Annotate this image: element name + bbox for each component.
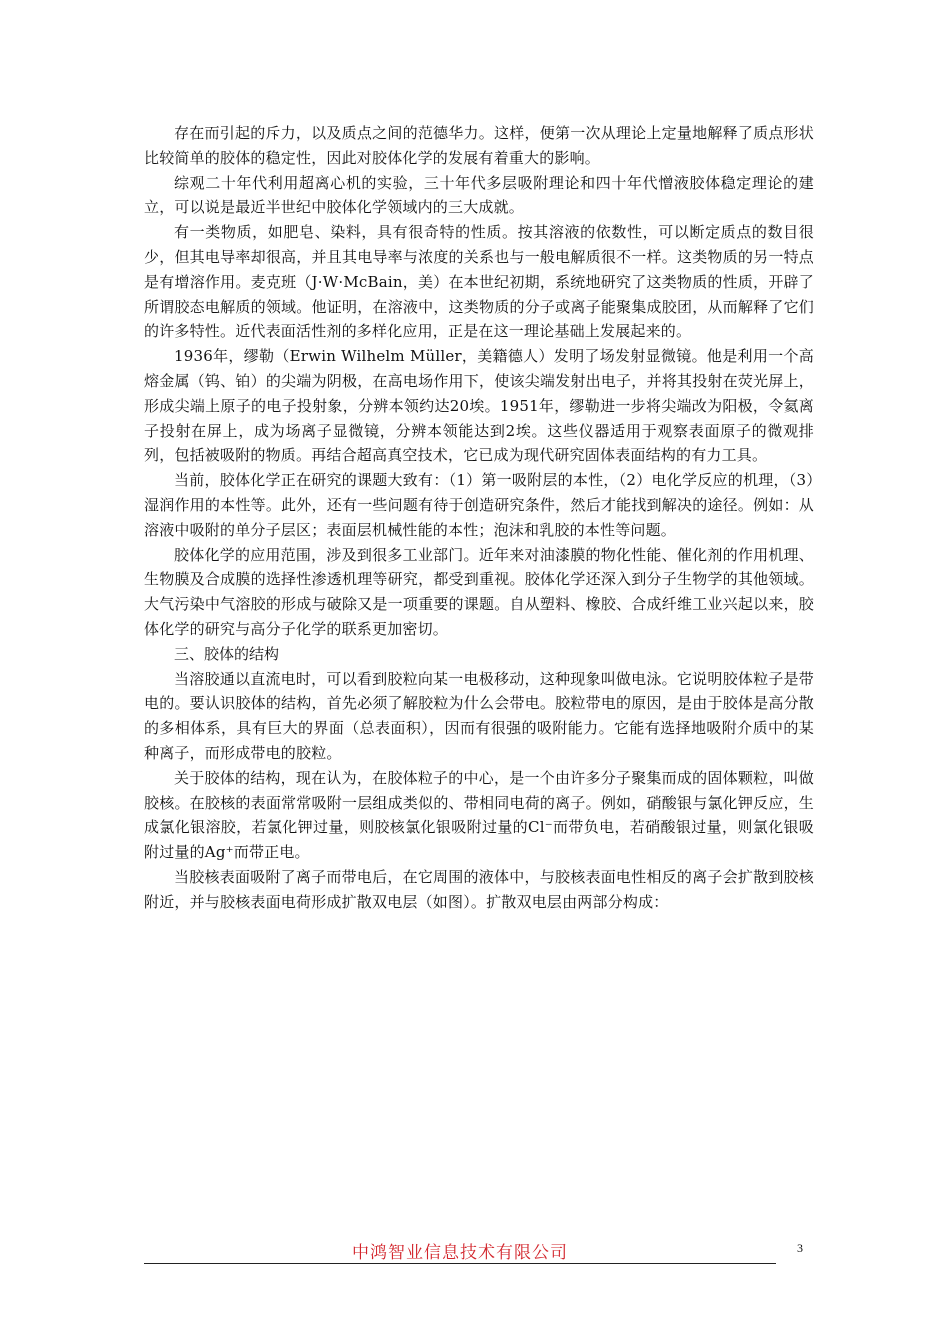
footer-divider: [144, 1263, 776, 1264]
paragraph-5: 当前，胶体化学正在研究的课题大致有：（1）第一吸附层的本性，（2）电化学反应的机理，（3）湿润作用的本性等。此外，还有一些问题有待于创造研究条件，然后才能找到解决的途径。例如：从溶液中吸附的单分子层区；表面层机械性能的本性；泡沫和乳胶的本性等问题。: [144, 471, 814, 539]
section-heading: 三、胶体的结构: [174, 644, 280, 663]
paragraph-4: 1936年，缪勒（Erwin Wilhelm Müller，美籍德人）发明了场发射显微镜。他是利用一个高熔金属（钨、铂）的尖端为阴极，在高电场作用下，使该尖端发射出电子，并将其投射在荧光屏上，形成尖端上原子的电子投射象，分辨本领约达20埃。1951年，缪勒进一步将尖端改为阳极，令氦离子投射在屏上，成为场离子显微镜，分辨本领能达到2埃。这些仪器适用于观察表面原子的微观排列，包括被吸附的物质。再结合超高真空技术，它已成为现代研究固体表面结构的有力工具。: [144, 347, 814, 465]
paragraph-3: 有一类物质，如肥皂、染料，具有很奇特的性质。按其溶液的依数性，可以断定质点的数目很少，但其电导率却很高，并且其电导率与浓度的关系也与一般电解质很不一样。这类物质的另一特点是有增溶作用。麦克班（J·W·McBain，美）在本世纪初期，系统地研究了这类物质的性质，开辟了所谓胶态电解质的领域。他证明，在溶液中，这类物质的分子或离子能聚集成胶团，从而解释了它们的许多特性。近代表面活性剂的多样化应用，正是在这一理论基础上发展起来的。: [144, 223, 814, 341]
paragraph-7: 当溶胶通以直流电时，可以看到胶粒向某一电极移动，这种现象叫做电泳。它说明胶体粒子是带电的。要认识胶体的结构，首先必须了解胶粒为什么会带电。胶粒带电的原因，是由于胶体是高分散的多相体系，具有巨大的界面（总表面积），因而有很强的吸附能力。它能有选择地吸附介质中的某种离子，而形成带电的胶粒。: [144, 669, 814, 762]
paragraph-1: 存在而引起的斥力，以及质点之间的范德华力。这样，便第一次从理论上定量地解释了质点形状比较简单的胶体的稳定性，因此对胶体化学的发展有着重大的影响。: [144, 124, 814, 167]
document-body: [144, 121, 814, 915]
paragraph-2: 综观二十年代利用超离心机的实验，三十年代多层吸附理论和四十年代憎液胶体稳定理论的建立，可以说是最近半世纪中胶体化学领域内的三大成就。: [144, 173, 814, 217]
page-number: 3: [797, 1241, 803, 1255]
paragraph-6: 胶体化学的应用范围，涉及到很多工业部门。近年来对油漆膜的物化性能、催化剂的作用机理、生物膜及合成膜的选择性渗透机理等研究，都受到重视。胶体化学还深入到分子生物学的其他领域。大气污染中气溶胶的形成与破除又是一项重要的课题。自从塑料、橡胶、合成纤维工业兴起以来，胶体化学的研究与高分子化学的联系更加密切。: [144, 545, 814, 638]
paragraph-8: 关于胶体的结构，现在认为，在胶体粒子的中心，是一个由许多分子聚集而成的固体颗粒，叫做胶核。在胶核的表面常常吸附一层组成类似的、带相同电荷的离子。例如，硝酸银与氯化钾反应，生成氯化银溶胶，若氯化钾过量，则胶核氯化银吸附过量的Cl⁻而带负电，若硝酸银过量，则氯化银吸附过量的Ag⁺而带正电。: [144, 768, 814, 862]
footer-company-name: 中鸿智业信息技术有限公司: [352, 1243, 568, 1263]
paragraph-9: 当胶核表面吸附了离子而带电后，在它周围的液体中，与胶核表面电性相反的离子会扩散到胶核附近，并与胶核表面电荷形成扩散双电层（如图）。扩散双电层由两部分构成：: [144, 867, 814, 911]
